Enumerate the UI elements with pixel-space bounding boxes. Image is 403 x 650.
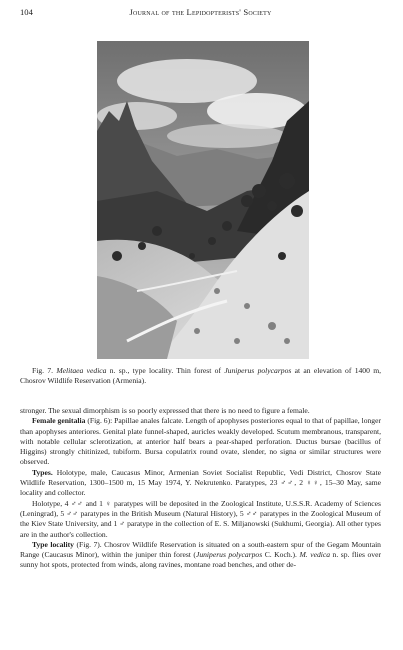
paragraph-type-locality [20,540,381,571]
caption-tail: at an elevation of 1400 m, Chosrov Wildlife Reservation (Armenia). [20,366,382,386]
text-type-locality-species: M. vedica [299,550,331,560]
article-body [20,406,381,571]
caption-label: Fig. 7. [32,366,54,375]
paragraph-female-genitalia [20,416,381,467]
journal-title: Journal of the Lepidopterists' Society [129,7,272,17]
page-number: 104 [20,7,33,17]
figure-caption [20,366,381,386]
type-locality-photo [97,41,309,359]
caption-plant: Juniperus polycarpos [224,366,292,375]
text-type-locality-plant: Juniperus polycarpos [195,550,263,560]
paragraph-deposition: Holotype, 4 ♂♂ and 1 ♀ paratypes will be deposited in the Zoological Institute, U.S.S.R. Academy of Sciences (Leningrad), 5 ♂♂ paratypes in the British Museum (Natural History), 5 ♂♂ paratypes in the Zoological Museum of the Kiev State University, and 1 ♂ paratype in the collection of E. S. Miljanowski (Sukhumi, Georgia). All other types are in the author's collection. [20,498,381,539]
caption-species: Melitaea vedica [56,366,107,375]
paragraph-dimorphism: stronger. The sexual dimorphism is so poorly expressed that there is no need to figure a female. [20,406,310,415]
caption-mid: n. sp., type locality. Thin forest of [106,366,225,375]
page-header [20,7,381,19]
heading-types: Types. [32,467,53,477]
text-type-locality-c: n. sp. flies over sunny hot spots, protected from winds, along ravines, montane road benches, and other de- [20,550,382,570]
paragraph-types [20,468,381,499]
text-type-locality-b: C. Koch.). [262,550,300,560]
heading-type-locality: Type locality [32,539,74,549]
text-type-locality-a: (Fig. 7). Chosrov Wildlife Reservation is situated on a south-eastern spur of the Gegam Mountain Range (Caucasus Minor), within the juniper thin forest ( [20,539,381,560]
heading-female-genitalia: Female genitalia [32,416,86,426]
text-types: Holotype, male, Caucasus Minor, Armenian Soviet Socialist Republic, Vedi District, Chosrov State Wildlife Reservation, 1300–1500 m, 15 May 1974, Y. Nekrutenko. Paratypes, 23 ♂♂, 2 ♀♀, 15–30 May, same locality and collector. [20,467,381,498]
text-female-genitalia: (Fig. 6): Papillae anales falcate. Length of apophyses posteriores equal to that of papillae, longer than apophyses anteriores. Genital plate funnel-shaped, auricles weakly developed. Scutum membranous, transparent, with notable cellular sclerotization, at anterior half bears a pear-shaped perforation. Ductus bursae (bacillus of Higgins) strongly chitinized, tubiform. Bursa copulatrix round ovate, slender, no signa or similar structures were observed. [20,416,382,467]
